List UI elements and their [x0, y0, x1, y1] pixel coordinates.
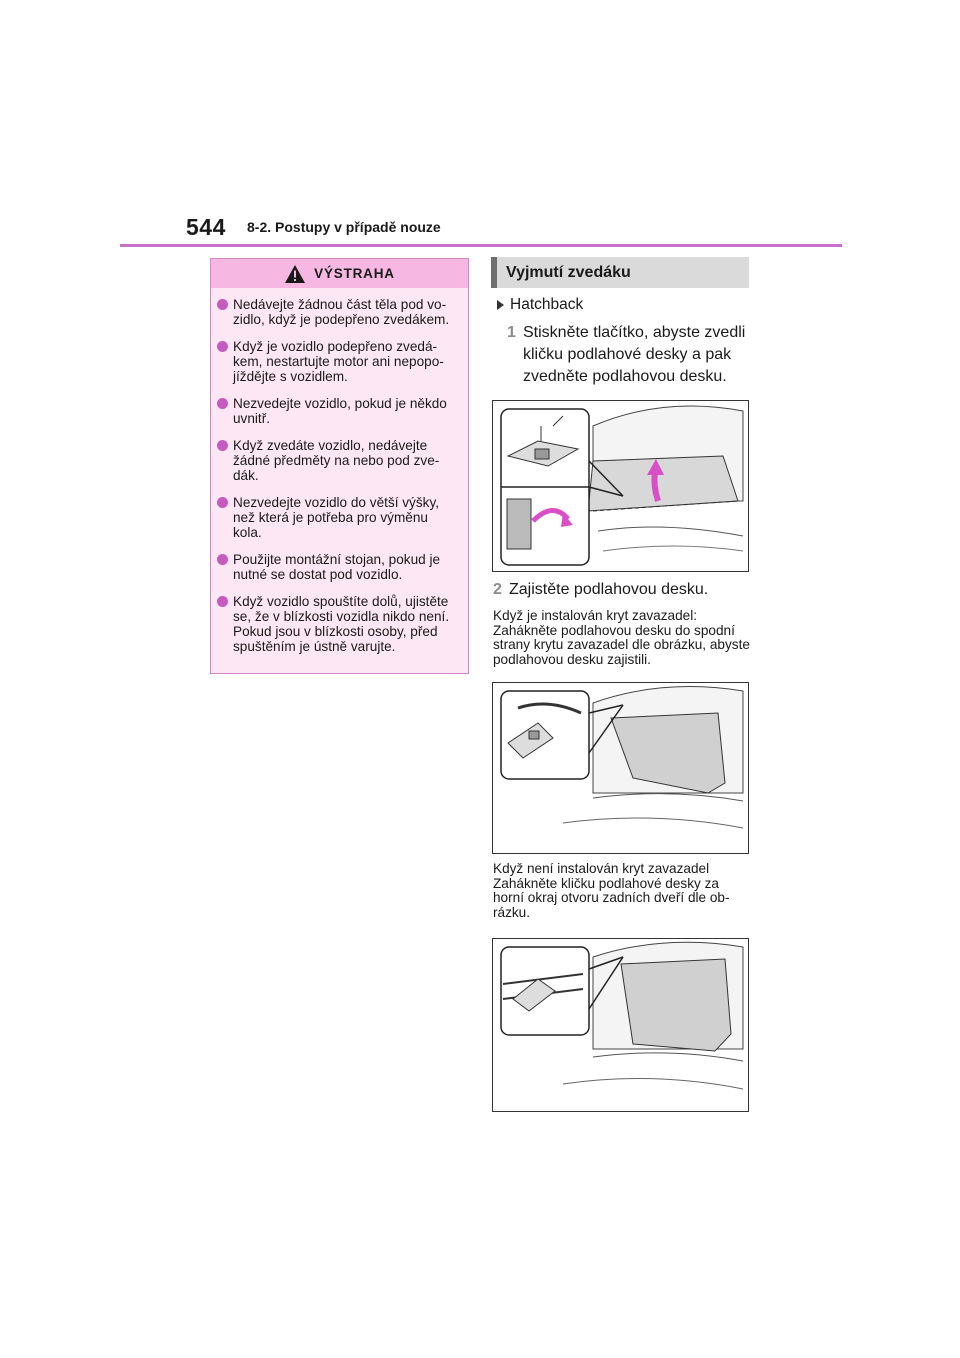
warning-item	[217, 396, 460, 426]
warning-item-text: Nezvedejte vozidlo do větší výšky, než která je potřeba pro výměnu kola.	[233, 495, 440, 540]
variant-label	[497, 296, 583, 314]
page-number: 544	[186, 214, 226, 240]
triangle-bullet-icon	[497, 300, 504, 310]
bullet-icon	[217, 341, 228, 352]
warning-item-text: Když vozidlo spouštíte dolů, ujistěte se, že v blízkosti vozidla nikdo není. Pokud jsou v blízkosti osoby, před spuštěním je ústně varujte.	[233, 594, 450, 654]
bullet-icon	[217, 299, 228, 310]
bullet-icon	[217, 497, 228, 508]
warning-item	[217, 495, 460, 540]
bullet-icon	[217, 398, 228, 409]
warning-item-text: Použijte montážní stojan, pokud je nutné se dostat pod vozidlo.	[233, 552, 441, 582]
section-heading	[491, 257, 749, 288]
bullet-icon	[217, 596, 228, 607]
trunk-illustration-1	[493, 401, 749, 572]
warning-item-text: Nezvedejte vozidlo, pokud je někdo uvnitř.	[233, 396, 447, 426]
note-without-cover: Když není instalován kryt zavazadel Zahákněte kličku podlahové desky za horní okraj otvoru zadních dveří dle ob-rázku.	[493, 861, 730, 920]
step-2	[493, 579, 753, 601]
warning-title: VÝSTRAHA	[314, 266, 395, 281]
heading-text: Vyjmutí zvedáku	[506, 263, 631, 281]
bullet-icon	[217, 440, 228, 451]
warning-item	[217, 297, 460, 327]
step-number: 1	[507, 324, 516, 341]
warning-triangle-icon	[284, 264, 306, 284]
note-with-cover: Když je instalován kryt zavazadel: Zahákněte podlahovou desku do spodní strany krytu zavazadel dle obrázku, abyste podlahovou desku zajistili.	[493, 608, 750, 667]
step-1	[507, 322, 752, 388]
warning-header	[211, 259, 468, 288]
figure-hook-door-edge	[492, 938, 749, 1112]
section-title: 8-2. Postupy v případě nouze	[247, 219, 441, 235]
header-rule	[120, 244, 842, 247]
trunk-illustration-3	[493, 939, 749, 1112]
warning-item-text: Když zvedáte vozidlo, nedávejte žádné předměty na nebo pod zve-dák.	[233, 438, 440, 483]
warning-item-text: Nedávejte žádnou část těla pod vo-zidlo, když je podepřeno zvedákem.	[233, 297, 450, 327]
trunk-illustration-2	[493, 683, 749, 854]
bullet-icon	[217, 554, 228, 565]
step-text: Stiskněte tlačítko, abyste zvedli kličku podlahové desky a pak zvedněte podlahovou desku.	[523, 324, 746, 385]
figure-floor-board-lift	[492, 400, 749, 572]
figure-hook-cover	[492, 682, 749, 854]
warning-item	[217, 339, 460, 384]
warning-item	[217, 552, 460, 582]
variant-text: Hatchback	[510, 296, 584, 313]
warning-box	[210, 258, 469, 674]
warning-item	[217, 594, 460, 654]
step-text: Zajistěte podlahovou desku.	[509, 581, 709, 598]
warning-item-text: Když je vozidlo podepřeno zvedá-kem, nestartujte motor ani nepopo-jíždějte s vozidlem.	[233, 339, 444, 384]
step-number: 2	[493, 581, 502, 598]
warning-item	[217, 438, 460, 483]
warning-list	[211, 288, 468, 654]
